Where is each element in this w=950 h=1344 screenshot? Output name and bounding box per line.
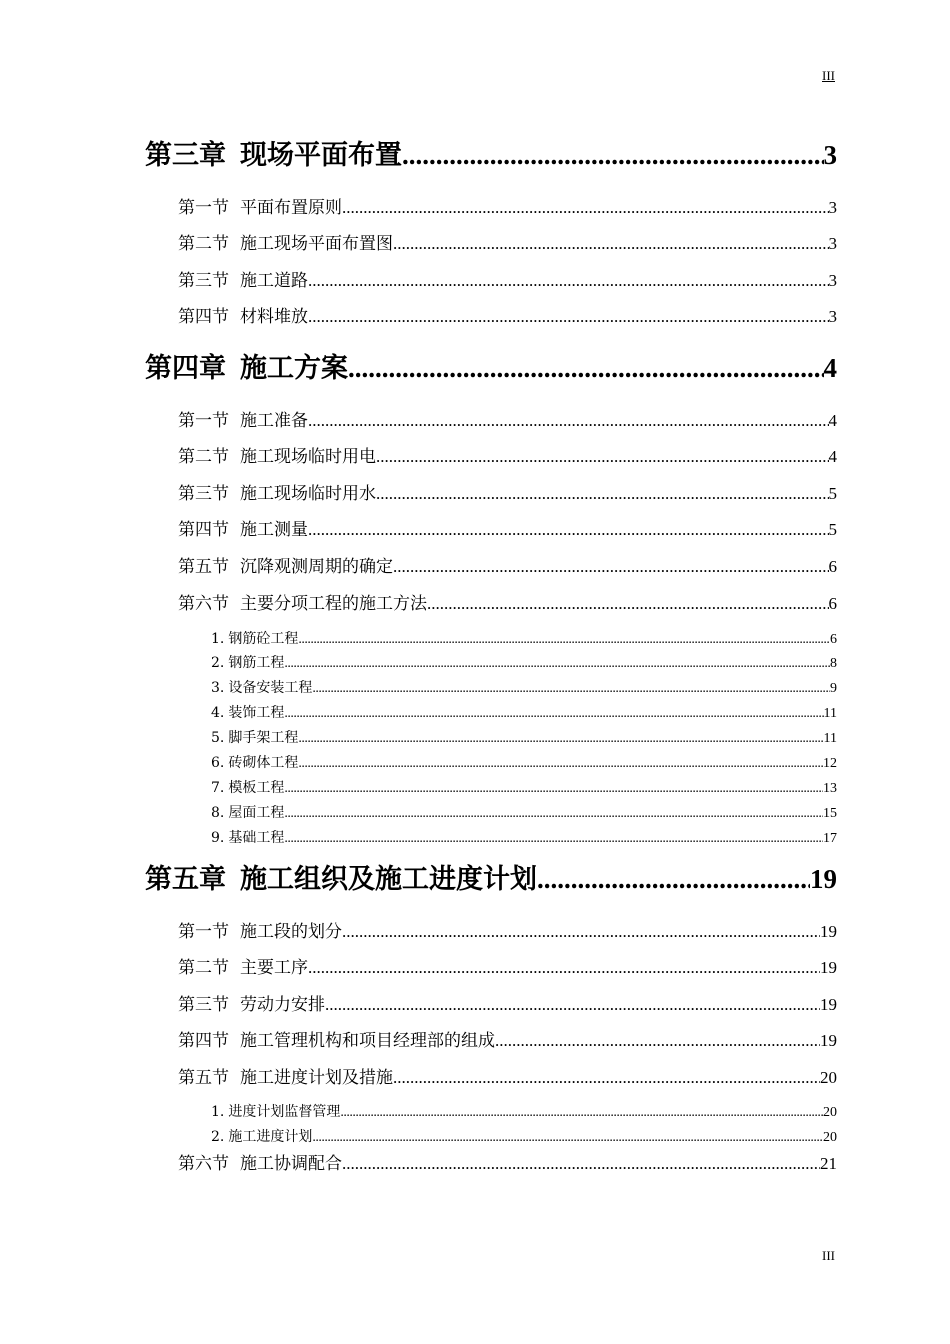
toc-page-number: 4 — [828, 411, 837, 430]
toc-entry-number: 第三节 — [178, 484, 229, 504]
toc-dot-leader — [537, 864, 810, 895]
toc-page-number: 9 — [830, 681, 837, 696]
toc-section-entry[interactable] — [178, 266, 837, 291]
toc-entry-number: 第三节 — [178, 271, 229, 291]
toc-entry-number: 第二节 — [178, 958, 229, 978]
toc-entry-text: 施工准备 — [240, 411, 308, 431]
toc-subsection-entry[interactable] — [211, 628, 837, 648]
toc-page-number: 19 — [810, 864, 837, 894]
toc-page-number: 15 — [823, 806, 837, 821]
toc-entry-text: 施工测量 — [240, 520, 308, 540]
toc-entry-number: 第一节 — [178, 922, 229, 942]
toc-section-entry[interactable] — [178, 1026, 837, 1051]
toc-section-entry[interactable] — [178, 990, 837, 1015]
toc-chapter-entry[interactable] — [145, 133, 837, 172]
toc-entry-title — [178, 229, 393, 254]
toc-section-entry[interactable] — [178, 515, 837, 540]
toc-entry-text: 模板工程 — [228, 780, 285, 796]
toc-entry-title — [178, 479, 376, 504]
toc-entry-text: 砖砌体工程 — [228, 755, 299, 771]
toc-entry-title — [178, 552, 393, 577]
toc-entry-text: 基础工程 — [228, 830, 285, 846]
toc-subsection-entry[interactable] — [211, 752, 837, 772]
toc-entry-title — [145, 346, 348, 385]
toc-section-entry[interactable] — [178, 193, 837, 218]
toc-dot-leader — [308, 520, 829, 540]
toc-dot-leader — [308, 271, 829, 291]
toc-entry-text: 主要分项工程的施工方法 — [240, 594, 427, 614]
toc-entry-title — [178, 1063, 393, 1088]
toc-entry-number: 1. — [211, 631, 225, 647]
toc-entry-text: 屋面工程 — [228, 805, 285, 821]
toc-entry-text: 钢筋砼工程 — [228, 631, 299, 647]
toc-dot-leader — [298, 731, 823, 747]
toc-section-entry[interactable] — [178, 589, 837, 614]
toc-entry-number: 2. — [211, 1129, 225, 1145]
toc-dot-leader — [342, 1154, 820, 1174]
toc-entry-number: 第一节 — [178, 198, 229, 218]
toc-subsection-entry[interactable] — [211, 777, 837, 797]
toc-section-entry[interactable] — [178, 917, 837, 942]
toc-dot-leader — [393, 557, 829, 577]
toc-page-number: 6 — [828, 557, 837, 576]
toc-entry-title — [178, 266, 308, 291]
footer-page-number: III — [822, 1248, 835, 1263]
toc-page-number: 12 — [823, 756, 837, 771]
toc-entry-number: 4. — [211, 705, 225, 721]
toc-page-number: 6 — [828, 594, 837, 613]
toc-dot-leader — [308, 958, 820, 978]
toc-entry-text: 施工进度计划及措施 — [240, 1068, 393, 1088]
toc-entry-number: 6. — [211, 755, 225, 771]
toc-section-entry[interactable] — [178, 1063, 837, 1088]
toc-entry-text: 材料堆放 — [240, 307, 308, 327]
toc-page-number: 19 — [820, 958, 837, 977]
toc-entry-number: 第四节 — [178, 520, 229, 540]
toc-dot-leader — [284, 806, 823, 822]
toc-dot-leader — [325, 995, 820, 1015]
toc-entry-number: 9. — [211, 830, 225, 846]
toc-entry-text: 现场平面布置 — [240, 140, 402, 171]
toc-entry-number: 3. — [211, 680, 225, 696]
toc-entry-title — [178, 917, 342, 942]
toc-entry-title — [211, 677, 312, 697]
toc-entry-text: 施工现场平面布置图 — [240, 234, 393, 254]
toc-dot-leader — [340, 1105, 823, 1121]
toc-entry-text: 施工现场临时用水 — [240, 484, 376, 504]
toc-entry-text: 施工进度计划 — [228, 1129, 313, 1145]
toc-entry-number: 7. — [211, 780, 225, 796]
toc-subsection-entry[interactable] — [211, 1101, 837, 1121]
toc-entry-text: 装饰工程 — [228, 705, 285, 721]
toc-entry-title — [178, 589, 427, 614]
toc-page-number: 3 — [828, 271, 837, 290]
toc-section-entry[interactable] — [178, 1149, 837, 1174]
toc-entry-number: 2. — [211, 655, 225, 671]
toc-page-number: 19 — [820, 922, 837, 941]
toc-entry-number: 第三节 — [178, 995, 229, 1015]
toc-entry-number: 5. — [211, 730, 225, 746]
toc-dot-leader — [402, 140, 824, 171]
toc-entry-title — [211, 752, 298, 772]
toc-entry-title — [211, 827, 284, 847]
toc-section-entry[interactable] — [178, 552, 837, 577]
toc-entry-number: 第四节 — [178, 1031, 229, 1051]
toc-page-number: 17 — [823, 831, 837, 846]
toc-page-number: 20 — [820, 1068, 837, 1087]
toc-entry-number: 第五节 — [178, 1068, 229, 1088]
toc-entry-number: 8. — [211, 805, 225, 821]
toc-entry-title — [211, 777, 284, 797]
toc-section-entry[interactable] — [178, 229, 837, 254]
toc-entry-title — [211, 702, 284, 722]
toc-subsection-entry[interactable] — [211, 802, 837, 822]
toc-entry-number: 第四章 — [145, 353, 226, 384]
toc-entry-title — [178, 515, 308, 540]
toc-page-number: 11 — [823, 706, 837, 721]
toc-dot-leader — [376, 447, 829, 467]
toc-dot-leader — [342, 922, 820, 942]
toc-entry-title — [211, 1101, 340, 1121]
toc-entry-text: 设备安装工程 — [228, 680, 313, 696]
toc-page-number: 3 — [828, 234, 837, 253]
toc-entry-title — [145, 857, 537, 896]
toc-entry-text: 钢筋工程 — [228, 655, 285, 671]
toc-entry-title — [178, 302, 308, 327]
toc-entry-text: 施工段的划分 — [240, 922, 342, 942]
toc-chapter-entry[interactable] — [145, 857, 837, 896]
toc-subsection-entry[interactable] — [211, 652, 837, 672]
header-page-number: III — [822, 68, 835, 83]
toc-subsection-entry[interactable] — [211, 702, 837, 722]
toc-entry-text: 沉降观测周期的确定 — [240, 557, 393, 577]
toc-section-entry[interactable] — [178, 442, 837, 467]
toc-page-number: 13 — [823, 781, 837, 796]
toc-chapter-entry[interactable] — [145, 346, 837, 385]
toc-page-number: 21 — [820, 1154, 837, 1173]
toc-entry-number: 第一节 — [178, 411, 229, 431]
toc-dot-leader — [284, 706, 823, 722]
toc-dot-leader — [298, 756, 823, 772]
toc-page-number: 5 — [828, 484, 837, 503]
toc-subsection-entry[interactable] — [211, 1126, 837, 1146]
toc-entry-text: 施工道路 — [240, 271, 308, 291]
toc-dot-leader — [312, 1130, 823, 1146]
toc-entry-text: 劳动力安排 — [240, 995, 325, 1015]
toc-dot-leader — [284, 831, 823, 847]
toc-dot-leader — [308, 411, 829, 431]
toc-page-number: 3 — [828, 198, 837, 217]
toc-dot-leader — [342, 198, 829, 218]
toc-dot-leader — [312, 681, 830, 697]
toc-subsection-entry[interactable] — [211, 677, 837, 697]
toc-section-entry[interactable] — [178, 302, 837, 327]
toc-entry-number: 第五节 — [178, 557, 229, 577]
toc-entry-text: 平面布置原则 — [240, 198, 342, 218]
toc-entry-title — [178, 442, 376, 467]
toc-entry-number: 第三章 — [145, 140, 226, 171]
toc-dot-leader — [348, 353, 824, 384]
toc-section-entry[interactable] — [178, 406, 837, 431]
toc-entry-text: 脚手架工程 — [228, 730, 299, 746]
toc-page-number: 11 — [823, 731, 837, 746]
toc-page-number: 19 — [820, 995, 837, 1014]
toc-page-number: 8 — [830, 656, 837, 671]
toc-page-number: 3 — [823, 140, 837, 170]
toc-entry-title — [145, 133, 402, 172]
toc-entry-number: 第六节 — [178, 1154, 229, 1174]
toc-entry-title — [211, 727, 298, 747]
toc-dot-leader — [284, 656, 830, 672]
toc-entry-number: 第六节 — [178, 594, 229, 614]
toc-entry-title — [178, 990, 325, 1015]
toc-dot-leader — [284, 781, 823, 797]
toc-section-entry[interactable] — [178, 479, 837, 504]
toc-dot-leader — [393, 234, 829, 254]
toc-entry-text: 施工组织及施工进度计划 — [240, 864, 537, 895]
toc-entry-number: 第五章 — [145, 864, 226, 895]
toc-page-number: 5 — [828, 520, 837, 539]
toc-section-entry[interactable] — [178, 953, 837, 978]
toc-entry-text: 施工现场临时用电 — [240, 447, 376, 467]
toc-entry-text: 施工方案 — [240, 353, 348, 384]
toc-page-number: 4 — [828, 447, 837, 466]
toc-entry-number: 第二节 — [178, 447, 229, 467]
toc-entry-text: 施工协调配合 — [240, 1154, 342, 1174]
toc-entry-number: 第四节 — [178, 307, 229, 327]
toc-entry-text: 进度计划监督管理 — [228, 1104, 341, 1120]
toc-entry-text: 主要工序 — [240, 958, 308, 978]
toc-page-number: 19 — [820, 1031, 837, 1050]
toc-entry-number: 1. — [211, 1104, 225, 1120]
toc-entry-title — [178, 1026, 495, 1051]
toc-entry-title — [178, 193, 342, 218]
toc-page-number: 3 — [828, 307, 837, 326]
toc-dot-leader — [376, 484, 829, 504]
toc-dot-leader — [427, 594, 829, 614]
toc-page-number: 4 — [823, 353, 837, 383]
toc-subsection-entry[interactable] — [211, 827, 837, 847]
toc-subsection-entry[interactable] — [211, 727, 837, 747]
toc-entry-title — [211, 1126, 312, 1146]
toc-entry-number: 第二节 — [178, 234, 229, 254]
toc-dot-leader — [308, 307, 829, 327]
toc-entry-title — [211, 628, 298, 648]
toc-dot-leader — [393, 1068, 820, 1088]
toc-page-number: 20 — [823, 1130, 837, 1145]
toc-entry-title — [211, 652, 284, 672]
toc-page-number: 6 — [830, 632, 837, 647]
toc-entry-title — [178, 1149, 342, 1174]
toc-entry-title — [178, 406, 308, 431]
toc-entry-text: 施工管理机构和项目经理部的组成 — [240, 1031, 495, 1051]
toc-dot-leader — [495, 1031, 820, 1051]
toc-entry-title — [178, 953, 308, 978]
toc-page-number: 20 — [823, 1105, 837, 1120]
toc-dot-leader — [298, 632, 830, 648]
toc-entry-title — [211, 802, 284, 822]
